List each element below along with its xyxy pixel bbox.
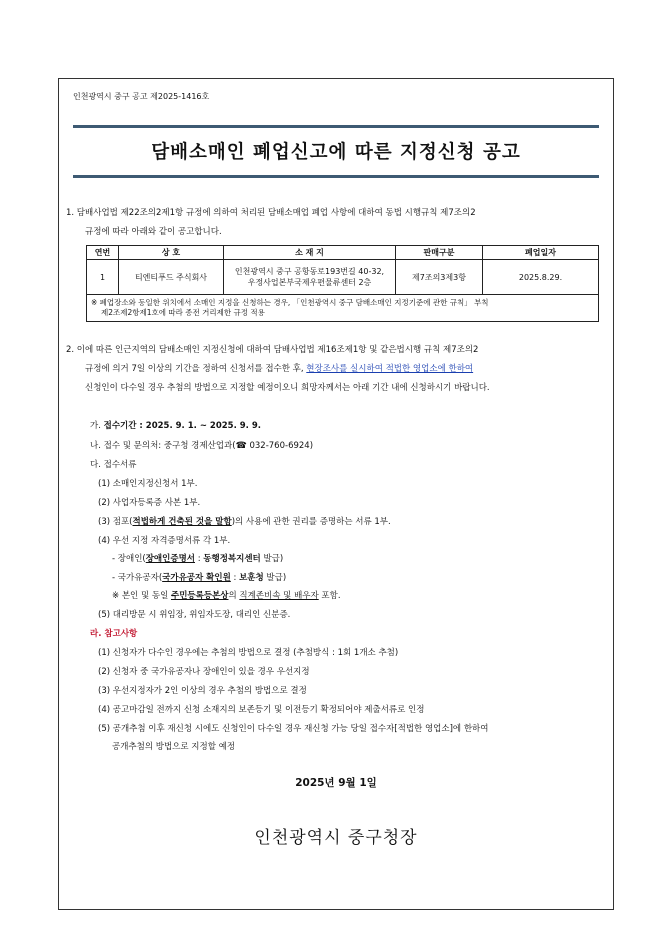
doc-item-2: (2) 사업자등록증 사본 1부. (98, 498, 201, 508)
doc-4-1-b: 장애인증명서 (145, 554, 195, 564)
doc-4-3-d: 직계존비속 및 배우자 (239, 591, 319, 601)
doc-item-1: (1) 소매인지정신청서 1부. (98, 479, 198, 489)
ref-item-3: (3) 우선지정자가 2인 이상의 경우 추첨의 방법으로 결정 (98, 686, 307, 696)
phone-icon: ☎ (235, 441, 247, 451)
table-note-line1: ※ 폐업장소와 동일한 위치에서 소매인 지정을 신청하는 경우, 「인천광역시 중구 담배소매인 지정기준에 관한 규칙」 부칙 (91, 298, 489, 307)
cell-no: 1 (87, 260, 119, 295)
doc-item-5: (5) 대리방문 시 위임장, 위임자도장, 대리인 신분증. (98, 610, 291, 620)
title-rule-bottom (73, 175, 599, 178)
signer: 인천광역시 중구청장 (254, 828, 418, 848)
item-da: 다. 접수서류 (90, 460, 137, 470)
table-row (87, 260, 599, 295)
section2-link[interactable]: 현장조사를 실시하여 적법한 영업소에 한하여 (306, 364, 474, 374)
ref-item-1: (1) 신청자가 다수인 경우에는 추첨의 방법으로 결정 (추첨방식 : 1회 1개소 추첨) (98, 648, 399, 658)
doc-4-3-b: 주민등록등본상 (171, 591, 229, 601)
doc-4-3-a: ※ 본인 및 동일 (112, 591, 171, 601)
cell-address-line1: 인천광역시 중구 공항동로193번길 40-32, (234, 267, 385, 276)
doc-4-1-d: 동행정복지센터 (203, 554, 261, 564)
announcement-date: 2025년 9월 1일 (295, 777, 377, 789)
closure-table (86, 245, 599, 322)
item-ga-period: 접수기간 : 2025. 9. 1. ~ 2025. 9. 9. (103, 421, 262, 431)
cell-date: 2025.8.29. (483, 260, 599, 295)
item-na-phone: 032-760-6924) (246, 441, 314, 451)
col-no: 연번 (87, 246, 119, 260)
doc-4-3-e: 포함. (318, 591, 341, 601)
item-ga-label: 가. (90, 421, 104, 431)
table-note-line2: 제2조제2항제1호에 따라 종전 거리제한 규정 적용 (101, 308, 265, 317)
item-ga (90, 420, 261, 432)
table-note (87, 295, 599, 322)
col-address: 소 재 지 (224, 246, 396, 260)
doc-item-3-b: 적법하게 건축된 것을 말함 (132, 517, 232, 527)
item-na (90, 440, 313, 452)
ref-item-5-cont: 공개추첨의 방법으로 지정할 예정 (112, 742, 236, 752)
doc-4-1-a: - 장애인( (112, 554, 146, 564)
section2-line1: 2. 이에 따른 인근지역의 담배소매인 지정신청에 대하여 담배사업법 제16조제1항 및 같은법시행 규칙 제7조의2 (66, 345, 479, 355)
doc-item-4-note (112, 590, 341, 602)
doc-item-3-c: )의 사용에 관한 권리를 증명하는 서류 1부. (231, 517, 391, 527)
doc-item-3 (98, 516, 391, 528)
section1-line2: 규정에 따라 아래와 같이 공고합니다. (85, 227, 222, 237)
doc-4-2-d: 보훈청 (239, 573, 264, 583)
doc-item-3-a: (3) 점포( (98, 517, 133, 527)
doc-4-1-c: : (195, 554, 204, 564)
cell-address (224, 260, 396, 295)
item-ra-heading: 라. 참고사항 (90, 629, 138, 639)
doc-4-2-e: 발급) (263, 573, 287, 583)
col-type: 판매구분 (396, 246, 483, 260)
title-rule-top (73, 125, 599, 128)
col-date: 폐업일자 (483, 246, 599, 260)
table-note-row (87, 295, 599, 322)
announcement-number: 인천광역시 중구 공고 제2025-1416호 (73, 92, 210, 101)
item-na-text: 나. 접수 및 문의처: 중구청 경제산업과( (90, 441, 236, 451)
table-header-row (87, 246, 599, 260)
section2-line2 (85, 363, 473, 375)
doc-4-2-c: : (230, 573, 240, 583)
page-title: 담배소매인 폐업신고에 따른 지정신청 공고 (151, 142, 521, 163)
doc-item-4-disabled (112, 553, 283, 565)
section2-line3: 신청인이 다수일 경우 추첨의 방법으로 지정할 예정이오니 희망자께서는 아래 기간 내에 신청하시기 바랍니다. (85, 383, 490, 393)
doc-4-3-c: 의 (228, 591, 240, 601)
doc-item-4-veteran (112, 572, 286, 584)
doc-4-2-a: - 국가유공자( (112, 573, 163, 583)
cell-type: 제7조의3제3항 (396, 260, 483, 295)
col-name: 상 호 (119, 246, 224, 260)
ref-item-5: (5) 공개추첨 이후 재신청 시에도 신청인이 다수일 경우 재신청 가능 당일 접수자[적법한 영업소]에 한하여 (98, 724, 489, 734)
doc-4-2-b: 국가유공자 확인원 (162, 573, 231, 583)
doc-item-4: (4) 우선 지정 자격증명서류 각 1부. (98, 536, 231, 546)
doc-4-1-e: 발급) (260, 554, 284, 564)
ref-item-4: (4) 공고마감일 전까지 신청 소재지의 보존등기 및 이전등기 확정되어야 제출서류로 인정 (98, 705, 425, 715)
cell-name: 티엔티푸드 주식회사 (119, 260, 224, 295)
section1-line1: 1. 담배사업법 제22조의2제1항 규정에 의하여 처리된 담배소매업 폐업 사항에 대하여 동법 시행규칙 제7조의2 (66, 208, 476, 218)
cell-address-line2: 우정사업본부국제우편물류센터 2층 (247, 278, 372, 287)
section2-line2-text: 규정에 의거 7일 이상의 기간을 정하여 신청서를 접수한 후, (85, 364, 307, 374)
ref-item-2: (2) 신청자 중 국가유공자나 장애인이 있을 경우 우선지정 (98, 667, 310, 677)
